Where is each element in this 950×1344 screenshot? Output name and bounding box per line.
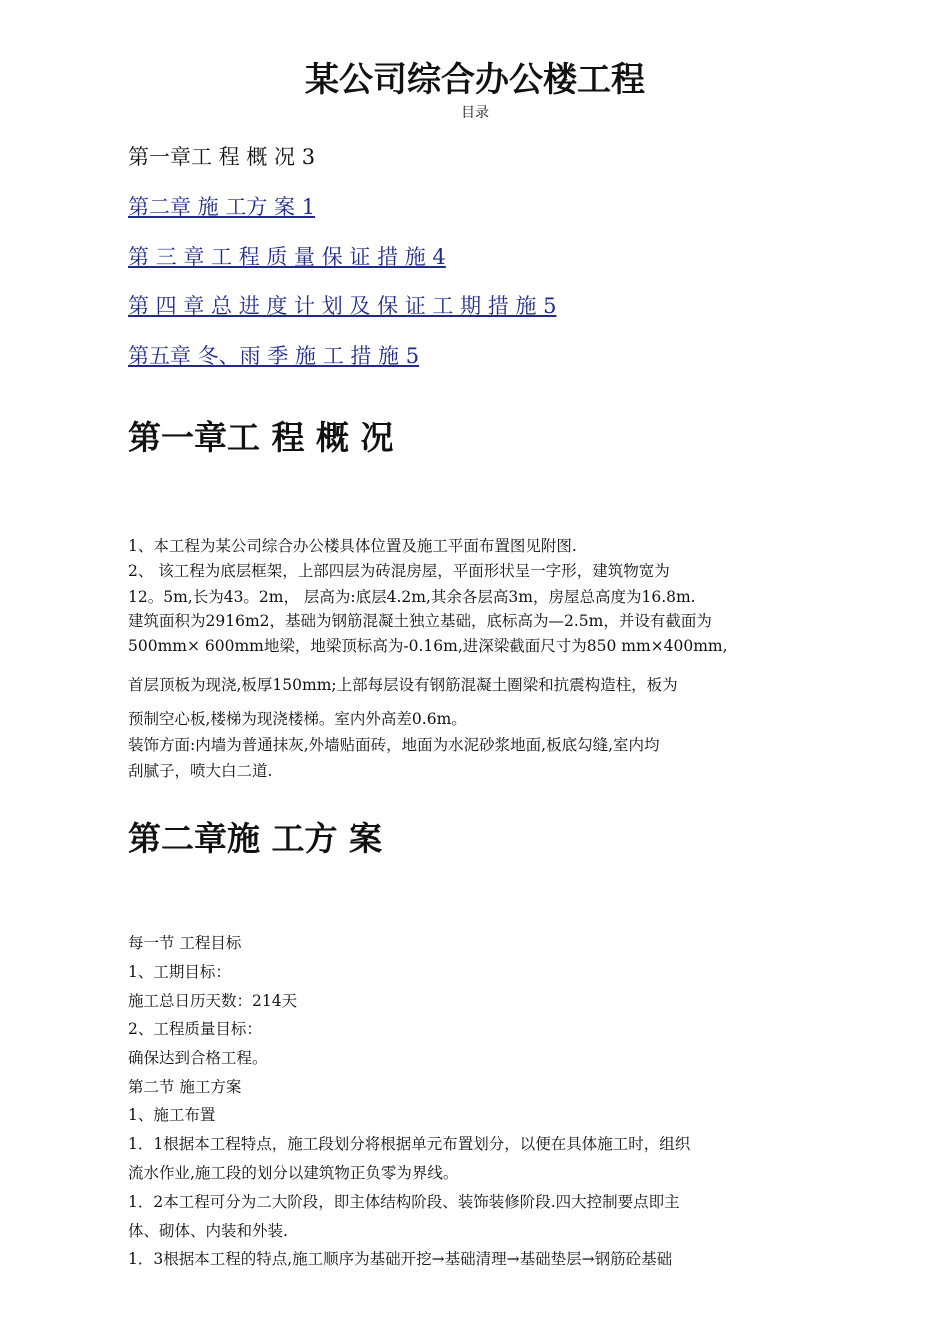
toc-link-chapter-2[interactable]: 第二章 施 工方 案 1	[128, 195, 316, 219]
paragraph-line: 1、工期目标：	[128, 963, 231, 981]
toc-link-chapter-3[interactable]: 第 三 章 工 程 质 量 保 证 措 施 4	[128, 245, 446, 269]
toc-link-chapter-5[interactable]: 第五章 冬、雨 季 施 工 措 施 5	[128, 344, 420, 368]
paragraph-line: 确保达到合格工程。	[128, 1049, 268, 1067]
toc-link-chapter-4[interactable]: 第 四 章 总 进 度 计 划 及 保 证 工 期 措 施 5	[128, 294, 557, 318]
toc-item-chapter-1: 第一章工 程 概 况 3	[128, 145, 316, 169]
paragraph-line: 12。5m,长为43。2m， 层高为:底层4.2m,其余各层高3m，房屋总高度为16.8m.	[128, 588, 696, 606]
paragraph-line: 500mm× 600mm地梁，地梁顶标高为-0.16m,进深梁截面尺寸为850 mm×400mm,	[128, 637, 728, 655]
paragraph-line: 装饰方面:内墙为普通抹灰,外墙贴面砖，地面为水泥砂浆地面,板底勾缝,室内均	[128, 736, 660, 754]
chapter-2-heading: 第二章施 工方 案	[128, 819, 382, 858]
paragraph-line: 2、 该工程为底层框架，上部四层为砖混房屋，平面形状呈一字形，建筑物宽为	[128, 562, 670, 580]
paragraph-line: 预制空心板,楼梯为现浇楼梯。室内外高差0.6m。	[128, 710, 467, 728]
paragraph-line: 体、砌体、内装和外装.	[128, 1222, 288, 1240]
paragraph-line: 2、工程质量目标：	[128, 1020, 262, 1038]
paragraph-line: 第二节 施工方案	[128, 1078, 242, 1096]
paragraph-line: 首层顶板为现浇,板厚150mm;上部每层设有钢筋混凝土圈梁和抗震构造柱，板为	[128, 676, 678, 694]
paragraph-line: 1．2本工程可分为二大阶段，即主体结构阶段、装饰装修阶段.四大控制要点即主	[128, 1193, 680, 1211]
paragraph-line: 建筑面积为2916m2，基础为钢筋混凝土独立基础，底标高为—2.5m，并设有截面为	[128, 612, 712, 630]
toc-heading: 目录	[461, 105, 489, 121]
chapter-1-heading: 第一章工 程 概 况	[128, 418, 394, 457]
paragraph-line: 1．3根据本工程的特点,施工顺序为基础开挖→基础清理→基础垫层→钢筋砼基础	[128, 1250, 673, 1268]
paragraph-line: 刮腻子，喷大白二道.	[128, 762, 273, 780]
paragraph-line: 施工总日历天数：214天	[128, 992, 298, 1010]
paragraph-line: 流水作业,施工段的划分以建筑物正负零为界线。	[128, 1164, 459, 1182]
paragraph-line: 1、本工程为某公司综合办公楼具体位置及施工平面布置图见附图.	[128, 537, 577, 555]
paragraph-line: 1、施工布置	[128, 1106, 216, 1124]
document-title: 某公司综合办公楼工程	[305, 60, 645, 100]
paragraph-line: 每一节 工程目标	[128, 934, 242, 952]
paragraph-line: 1．1根据本工程特点，施工段划分将根据单元布置划分，以便在具体施工时，组织	[128, 1135, 691, 1153]
